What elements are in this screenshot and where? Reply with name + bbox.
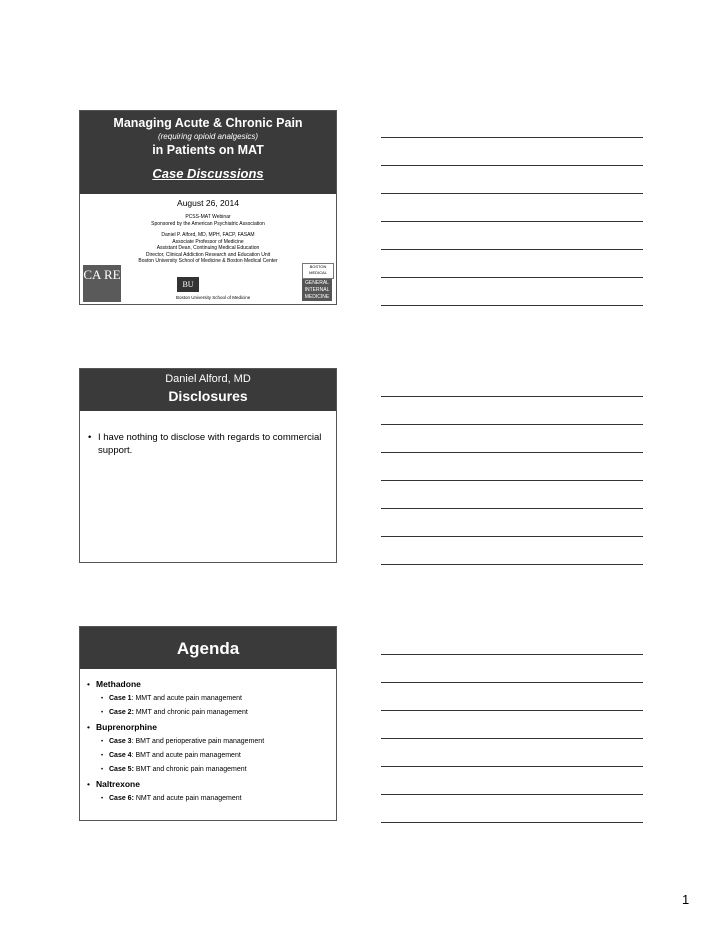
agenda-subitem: • Case 2: MMT and chronic pain management [80,708,336,718]
slide-agenda [79,626,337,821]
agenda-item: • Methadone [80,678,336,690]
presenter-name: Daniel Alford, MD [165,373,251,385]
slide-disclosures [79,368,337,563]
bu-logo-name: Boston University School of Medicine [176,294,251,300]
title-line-3: Case Discussions [152,166,264,181]
gim-logo: GENERAL INTERNAL MEDICINE [302,279,332,301]
agenda-subitem: • Case 3: BMT and perioperative pain management [80,737,336,747]
author-role-4: Boston University School of Medicine & Boston Medical Center [138,258,278,264]
disclosures-header [80,369,336,411]
agenda-title: Agenda [80,627,336,669]
author: Daniel P. Alford, MD, MPH, FACP, FASAM [161,232,255,238]
agenda-item: • Buprenorphine [80,721,336,733]
author-role-1: Associate Professor of Medicine [172,238,244,245]
author-role-2: Assistant Dean, Continuing Medical Education [156,245,260,251]
disclosures-title: Disclosures [168,388,248,404]
title-subtitle: (requiring opioid analgesics) [157,132,259,141]
sponsor: Sponsored by the American Psychiatric Association [151,220,265,227]
agenda-subitem: • Case 6: NMT and acute pain management [80,794,336,804]
bmc-logo: BOSTON MEDICAL [302,263,334,279]
agenda-list [80,669,336,804]
slide-title [79,110,337,305]
title-line-1: Managing Acute & Chronic Pain [113,116,303,130]
author-role-3: Director, Clinical Addiction Research and Education Unit [145,251,271,258]
agenda-subitem: • Case 1: MMT and acute pain management [80,694,336,704]
logo-row [80,265,336,305]
agenda-subitem: • Case 4: BMT and acute pain management [80,751,336,761]
presentation-date: August 26, 2014 [177,198,239,208]
disclosure-bullet: • I have nothing to disclose with regards to commercial support. [80,411,336,457]
title-line-2: in Patients on MAT [152,143,264,157]
webinar-name: PCSS-MAT Webinar [185,214,231,220]
bu-logo: BU [177,277,199,292]
care-logo: CA RE [83,265,121,302]
agenda-subitem: • Case 5: BMT and chronic pain management [80,765,336,775]
agenda-item: • Naltrexone [80,778,336,790]
page-number: 1 [682,892,690,907]
slide-title-header [80,111,336,194]
